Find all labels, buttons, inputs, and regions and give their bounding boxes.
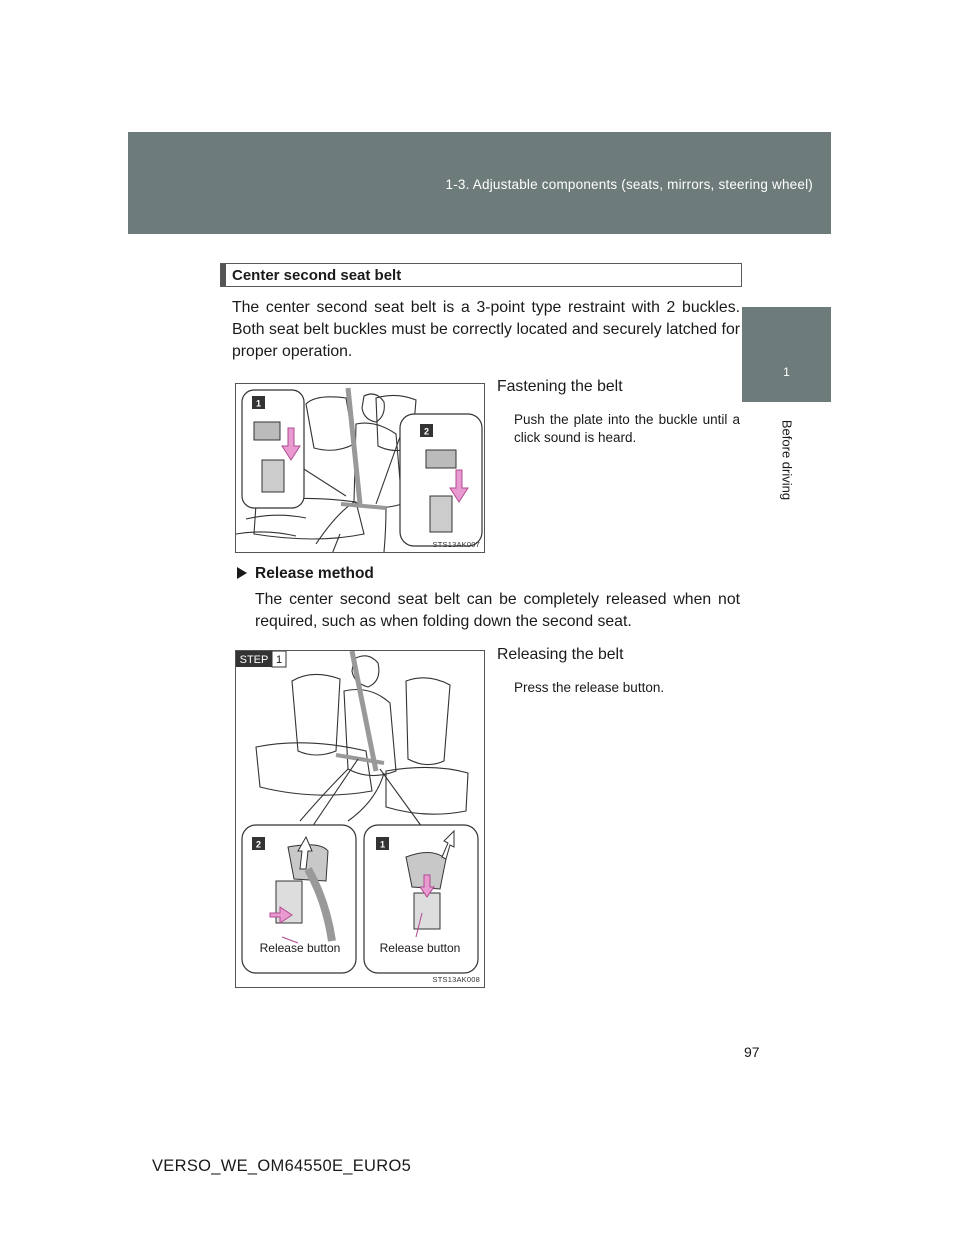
releasing-caption-title: Releasing the belt	[497, 646, 624, 663]
fig2-badge-2: 2	[255, 839, 262, 850]
fastening-caption-text: Push the plate into the buckle until a click sound is heard.	[514, 412, 740, 445]
release-method-label: Release method	[255, 565, 374, 582]
releasing-illustration	[236, 651, 485, 988]
chapter-label	[760, 405, 814, 515]
intro-paragraph: The center second seat belt is a 3-point type restraint with 2 buckles. Both seat belt buckles must be correctly located and securely latched for proper operation.	[232, 299, 740, 360]
fig2-badge-1: 1	[379, 839, 386, 850]
release-paragraph: The center second seat belt can be completely released when not required, such as when folding down the second seat.	[255, 591, 740, 630]
chapter-tab[interactable]	[742, 307, 831, 402]
header-title: 1-3. Adjustable components (seats, mirrors, steering wheel)	[445, 177, 813, 192]
fig2-code: STS13AK008	[432, 975, 480, 984]
fastening-figure	[235, 383, 485, 553]
fig1-badge-2: 2	[423, 426, 430, 437]
releasing-caption-text: Press the release button.	[514, 680, 665, 695]
fastening-caption-title: Fastening the belt	[497, 378, 623, 395]
fig1-code: STS13AK007	[432, 540, 480, 549]
release-button-label-right: Release button	[379, 941, 461, 955]
document-code: VERSO_WE_OM64550E_EURO5	[152, 1157, 412, 1175]
page-number: 97	[744, 1044, 760, 1060]
release-method-heading	[237, 565, 374, 583]
page-header	[128, 132, 831, 234]
fig1-badge-1: 1	[255, 398, 262, 409]
chapter-label-text: Before driving	[779, 419, 795, 501]
triangle-bullet-icon	[237, 567, 247, 579]
section-title: Center second seat belt	[232, 267, 402, 284]
chapter-number: 1	[783, 365, 790, 379]
step-number: 1	[275, 654, 283, 666]
releasing-figure	[235, 650, 485, 988]
release-button-label-left: Release button	[259, 941, 341, 955]
fastening-illustration	[236, 384, 485, 553]
step-label: STEP	[239, 654, 269, 666]
section-heading-bar	[220, 263, 742, 287]
